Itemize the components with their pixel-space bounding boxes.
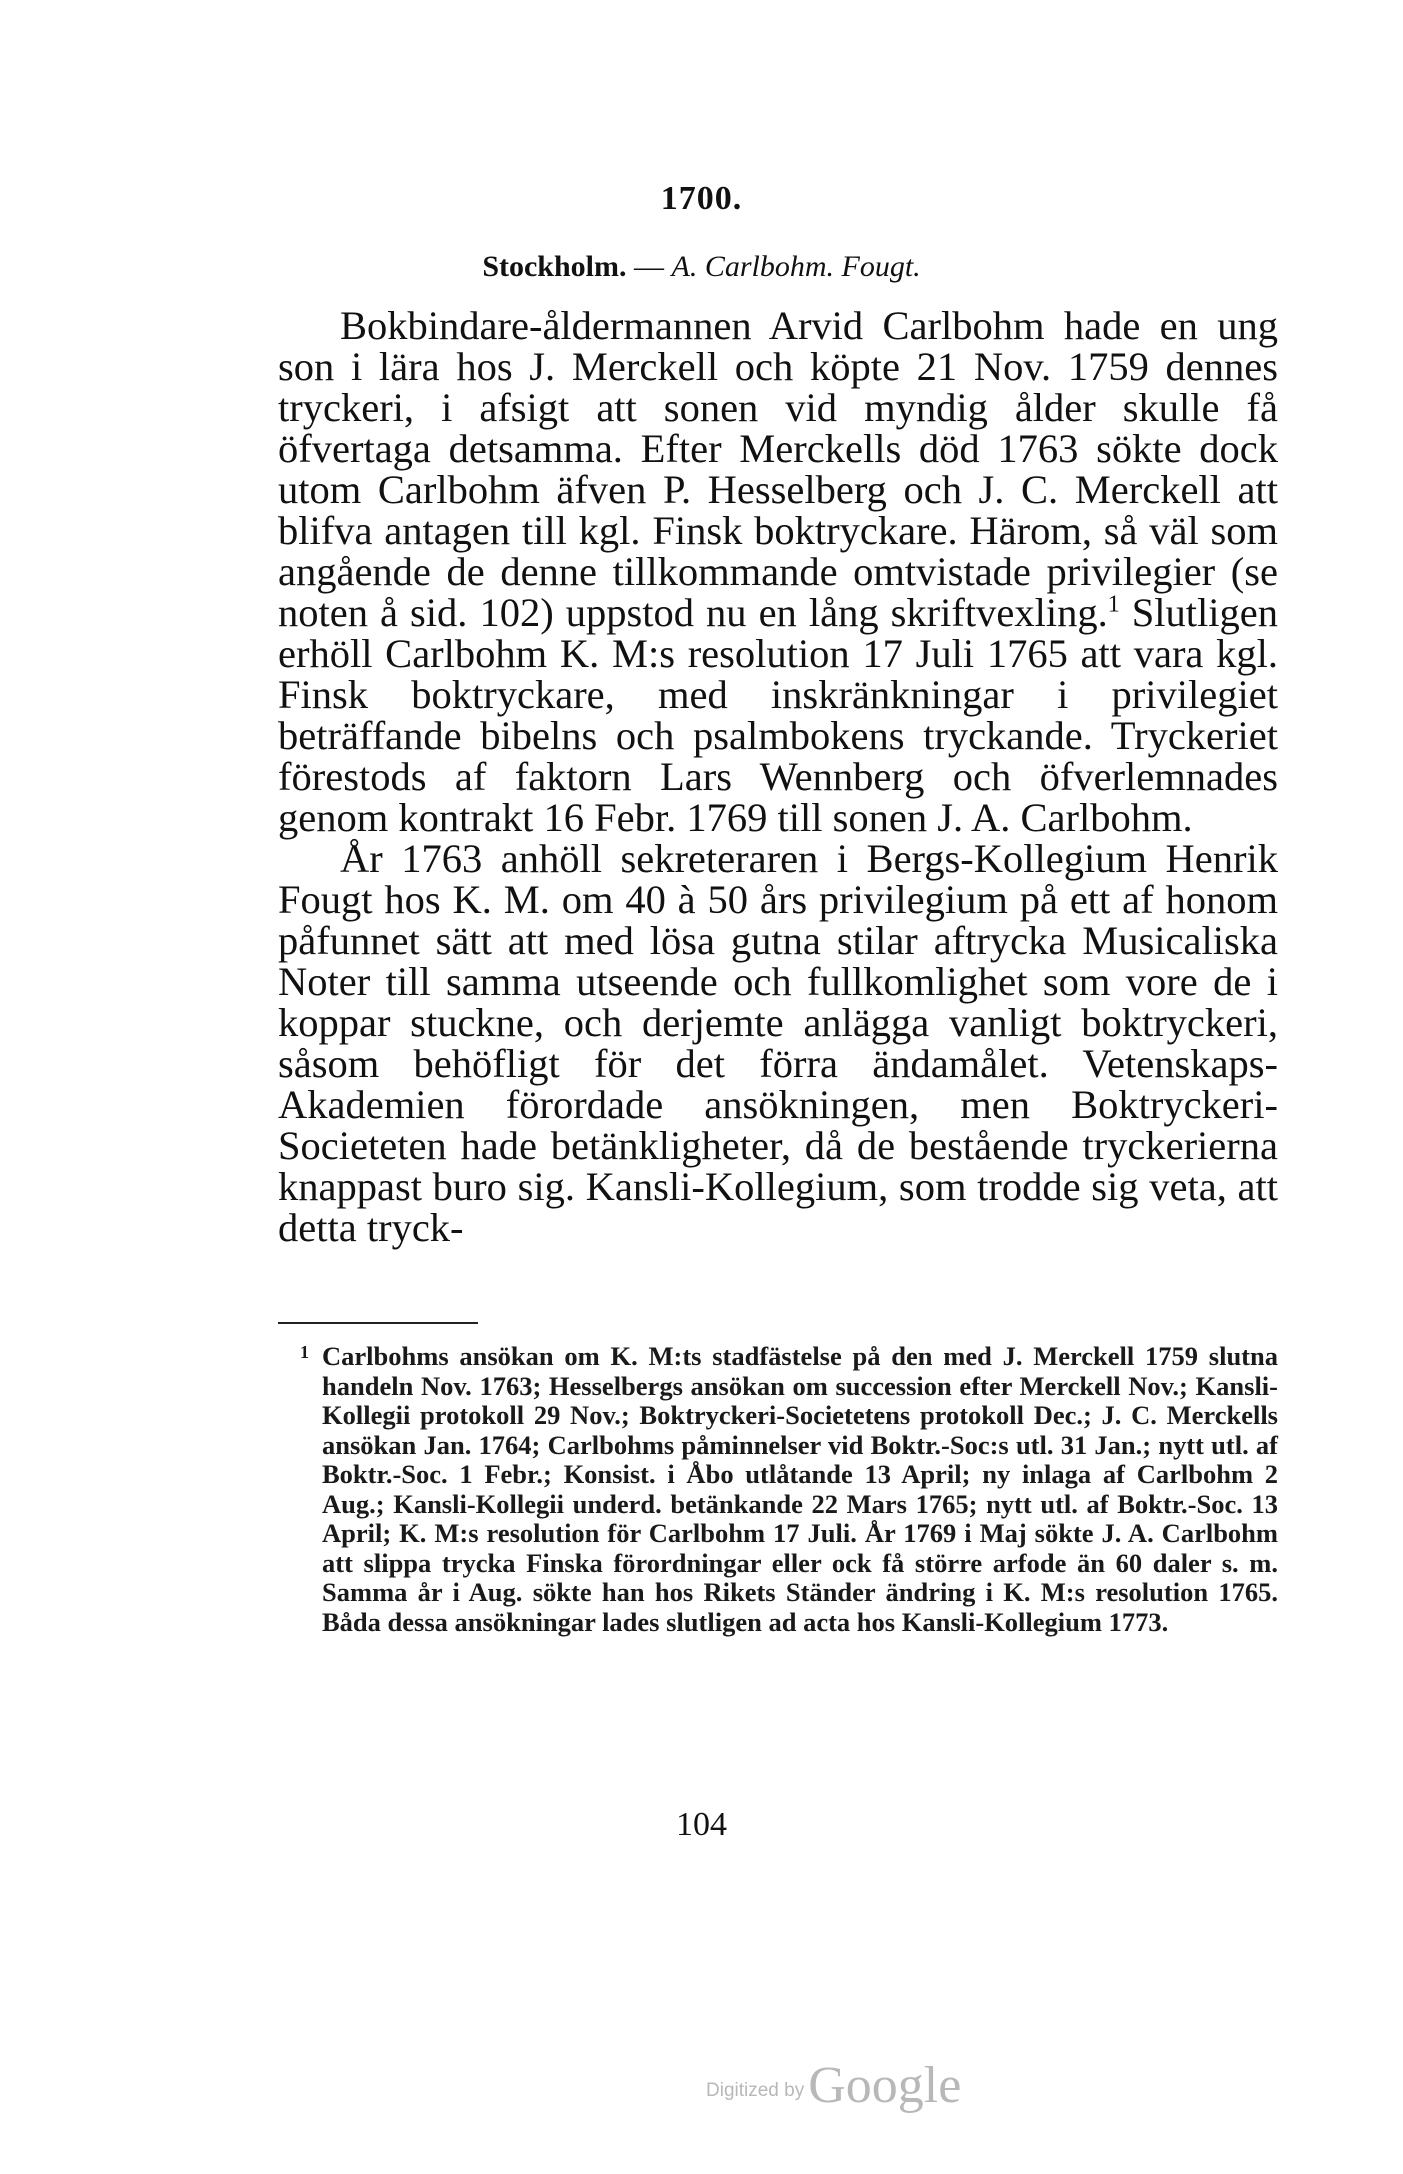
place-name: Stockholm. (482, 250, 627, 283)
footnote-text: Carlbohms ansökan om K. M:ts stadfästelse på den med J. Merckell 1759 slutna handeln Nov. 1763; Hesselbergs ansökan om succession efter Merckell Nov.; Kansli-Kollegii protokoll 29 Nov.; Boktryckeri-Societetens protokoll Dec.; J. C. Merckells ansökan Jan. 1764; Carlbohms påminnelser vid Boktr.-Soc:s utl. 31 Jan.; nytt utl. af Boktr.-Soc. 1 Febr.; Konsist. i Åbo utlåtande 13 April; ny inlaga af Carlbohm 2 Aug.; Kansli-Kollegii underd. betänkande 22 Mars 1765; nytt utl. af Boktr.-Soc. 13 April; K. M:s resolution för Carlbohm 17 Juli. År 1769 i Maj sökte J. A. Carlbohm att slippa trycka Finska förordningar eller ock få större arfode än 60 daler s. m. Samma år i Aug. sökte han hos Rikets Ständer ändring i K. M:s resolution 1765. Båda dessa ansökningar lades slutligen ad acta hos Kansli-Kollegium 1773. (322, 1341, 1278, 1637)
footnote (300, 1341, 1278, 1637)
google-logo-text: Google (808, 2057, 962, 2114)
section-subheading (0, 250, 1403, 284)
paragraph: År 1763 anhöll sekreteraren i Bergs-Kollegium Henrik Fougt hos K. M. om 40 à 50 års privilegium på ett af honom påfunnet sätt att med lösa gutna stilar aftrycka Musicaliska Noter till samma utseende och fullkomlighet som vore de i koppar stuckne, och derjemte anlägga vanligt boktryckeri, såsom behöfligt för det förra ändamålet. Vetenskaps-Akademien förordade ansökningen, men Boktryckeri-Societeten hade betänkligheter, då de bestående tryckerierna knappast buro sig. Kansli-Kollegium, som trodde sig veta, att detta tryck- (278, 836, 1278, 1250)
year-heading: 1700. (660, 180, 743, 217)
paragraph-text-continued: Slutligen erhöll Carlbohm K. M:s resolution 17 Juli 1765 att vara kgl. Finsk boktryckare, med inskränkningar i privilegiet beträffande bibelns och psalmbokens tryckande. Tryckeriet förestods af faktorn Lars Wennberg och öfverlemnades genom kontrakt 16 Febr. 1769 till sonen J. A. Carlbohm. (278, 590, 1279, 840)
watermark-prefix: Digitized by (706, 2080, 805, 2101)
printer-names: A. Carlbohm. Fougt. (671, 250, 921, 283)
main-text (278, 305, 1278, 1248)
footnote-divider (278, 1322, 478, 1324)
digitization-watermark (706, 2056, 961, 2115)
footnote-marker: 1 (300, 1342, 309, 1362)
paragraph-text: Bokbindare-åldermannen Arvid Carlbohm hade en ung son i lära hos J. Merckell och köpte 21 Nov. 1759 dennes tryckeri, i afsigt att sonen vid myndig ålder skulle få öfvertaga detsamma. Efter Merckells död 1763 sökte dock utom Carlbohm äfven P. Hesselberg och J. C. Merckell att blifva antagen till kgl. Finsk boktryckare. Härom, så väl som angående de denne tillkommande omtvistade privilegier (se noten å sid. 102) uppstod nu en lång skriftvexling. (278, 303, 1278, 635)
page-number: 104 (676, 1806, 727, 1843)
paragraph (278, 305, 1278, 838)
footnote-reference: 1 (1107, 591, 1120, 618)
subheading-separator: — (634, 250, 664, 283)
